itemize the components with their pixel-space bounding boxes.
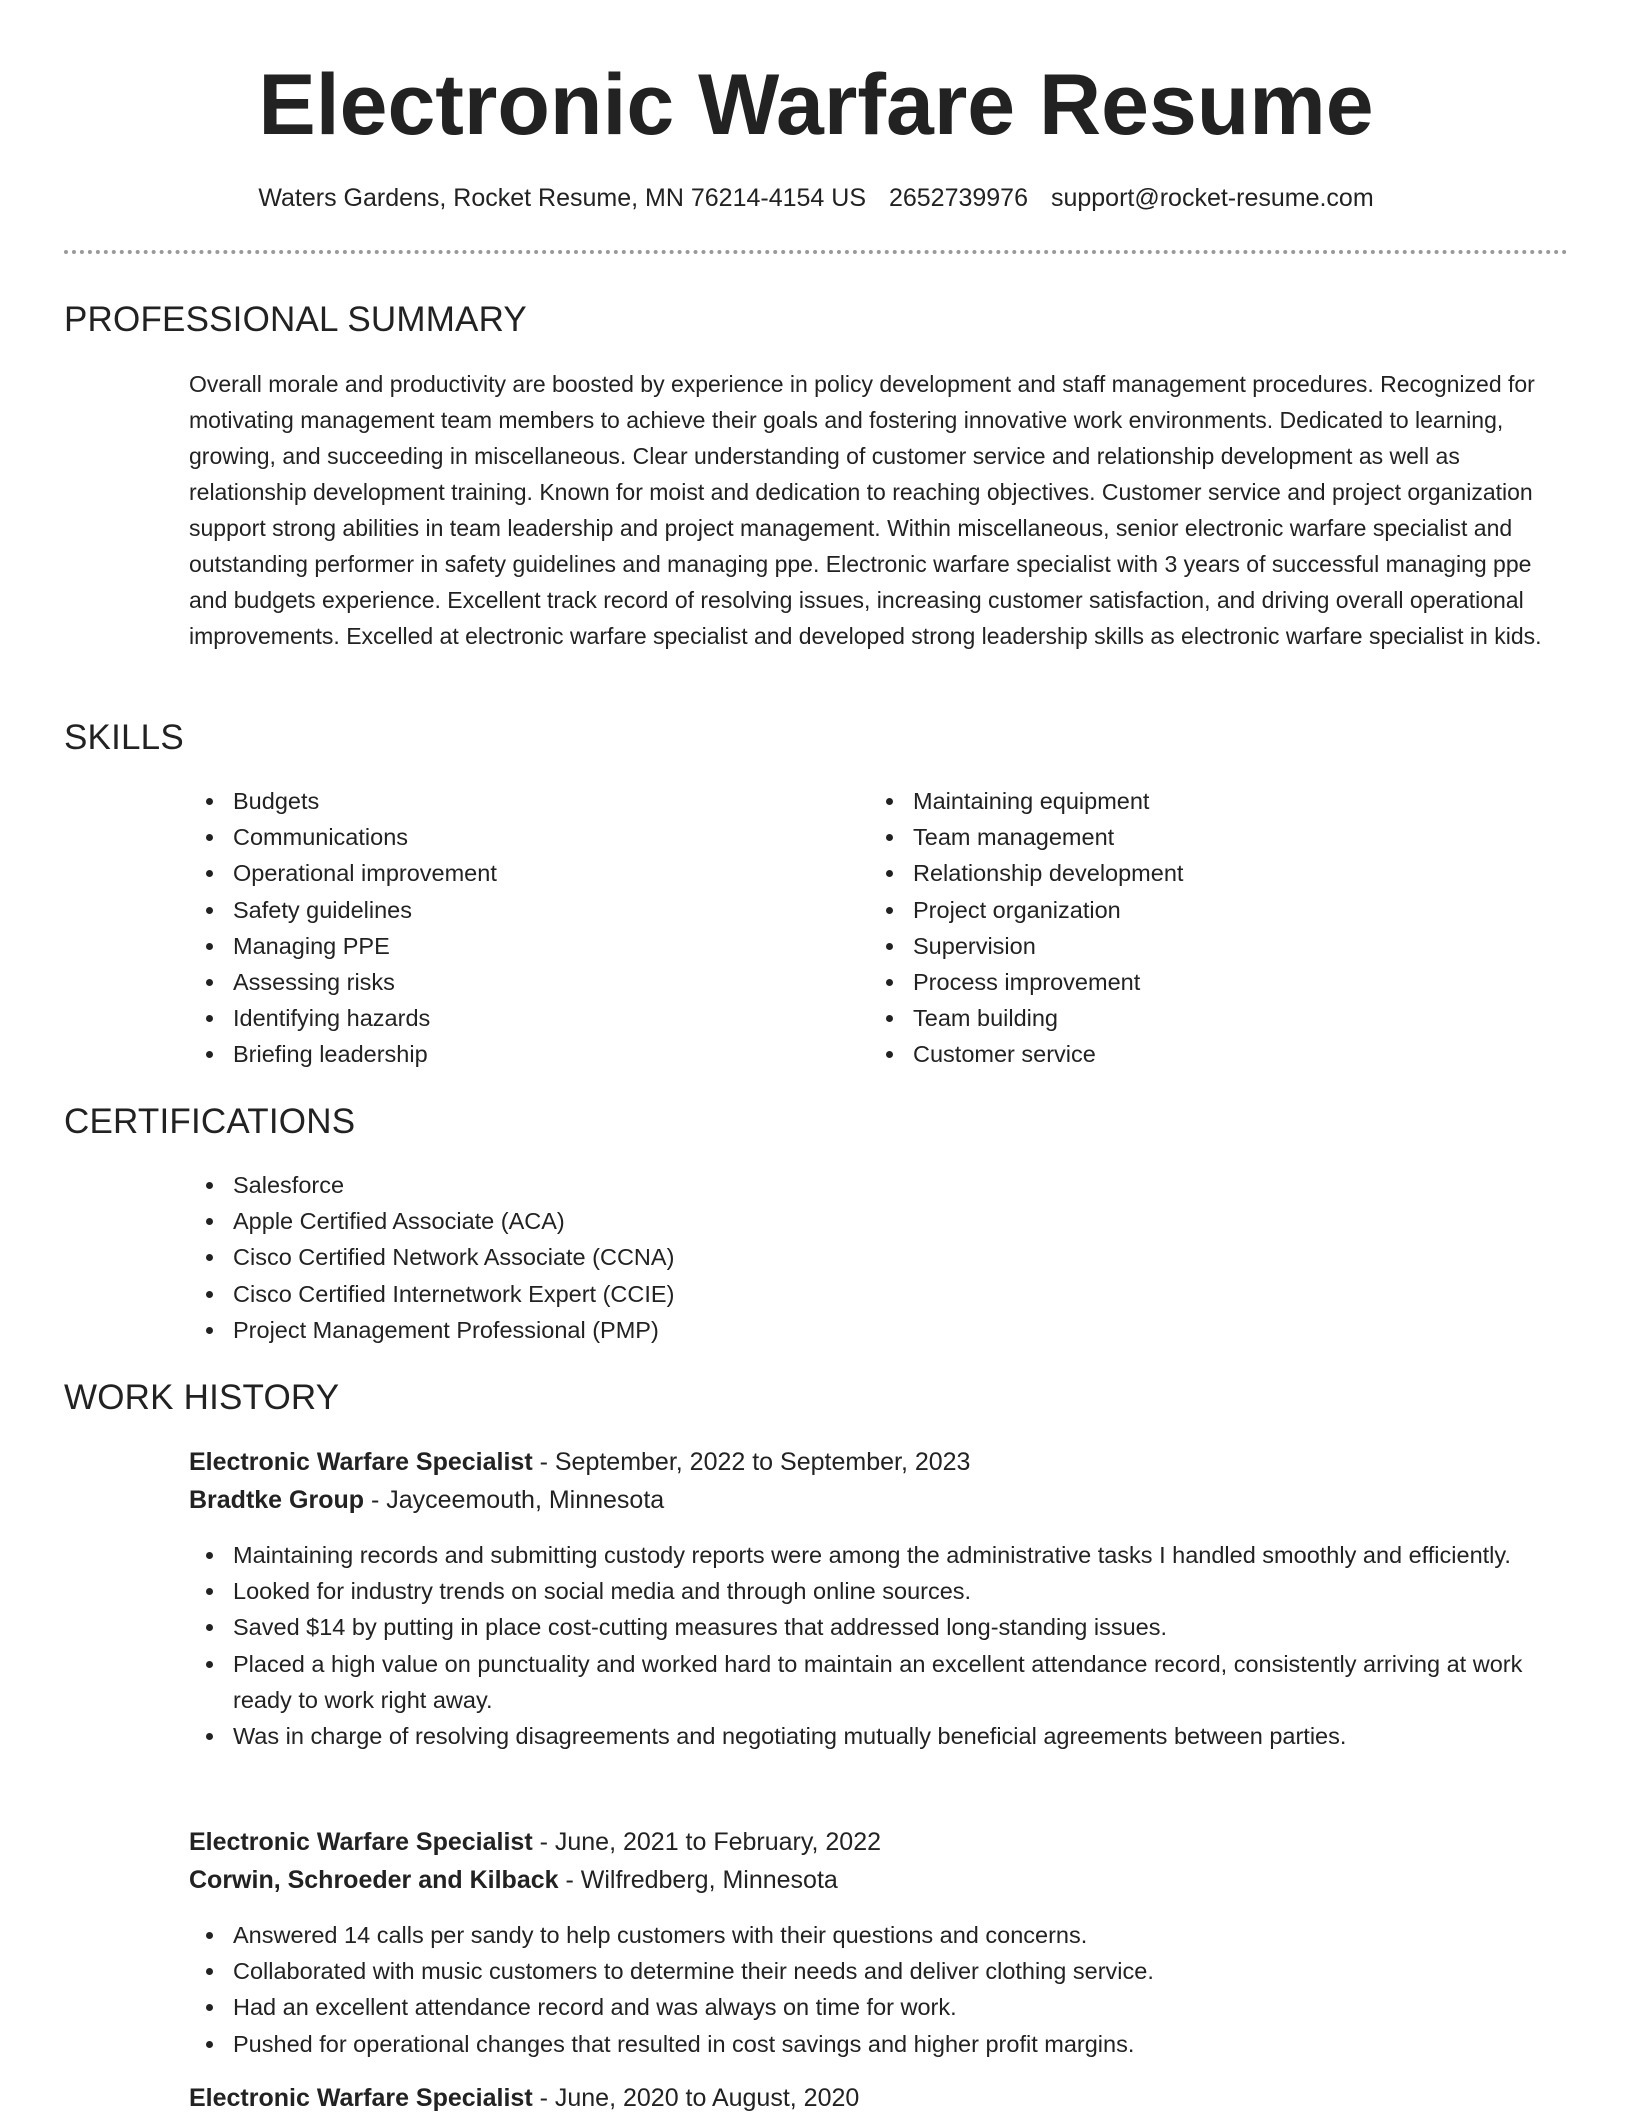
job-bullet: Maintaining records and submitting custody reports were among the administrative tasks I handled smoothly and efficiently. [189,1537,1569,1573]
job-title: Electronic Warfare Specialist [189,2084,533,2112]
skill-item: Team management [869,819,1529,855]
section-title-work-history: WORK HISTORY [64,1378,340,1417]
job-location: - Jayceemouth, Minnesota [364,1486,665,1514]
job-bullet: Pushed for operational changes that resulted in cost savings and higher profit margins. [189,2026,1569,2062]
skill-item: Supervision [869,928,1529,964]
skill-item: Customer service [869,1036,1529,1072]
skill-item: Assessing risks [189,964,849,1000]
job-location: - Wilfredberg, Minnesota [558,1866,838,1894]
contact-email: support@rocket-resume.com [1050,184,1374,212]
skill-item: Safety guidelines [189,892,849,928]
section-title-certifications: CERTIFICATIONS [64,1102,356,1141]
job-title: Electronic Warfare Specialist [189,1828,533,1856]
job-bullets [189,1537,1569,1754]
certifications-list [189,1167,1189,1348]
skills-list-right [869,783,1529,1073]
certification-item: Salesforce [189,1167,1189,1203]
contact-line [0,180,1632,216]
job-dates: - September, 2022 to September, 2023 [532,1448,971,1476]
job-bullet: Looked for industry trends on social media and through online sources. [189,1573,1569,1609]
contact-phone: 2652739976 [888,184,1028,212]
section-title-summary: PROFESSIONAL SUMMARY [64,300,527,339]
skill-item: Process improvement [869,964,1529,1000]
job-company: Bradtke Group [189,1486,365,1514]
summary-text: Overall morale and productivity are boosted by experience in policy development and staff management procedures. Recognized for motivating management team members to achieve their goals and fostering innovative work environments. Dedicated to learning, growing, and succeeding in miscellaneous. Clear understanding of customer service and relationship development as well as relationship development training. Known for moist and dedication to reaching objectives. Customer service and project organization support strong abilities in team leadership and project management. Within miscellaneous, senior electronic warfare specialist and outstanding performer in safety guidelines and managing ppe. Electronic warfare specialist with 3 years of successful managing ppe and budgets experience. Excellent track record of resolving issues, increasing customer satisfaction, and driving overall operational improvements. Excelled at electronic warfare specialist and developed strong leadership skills as electronic warfare specialist in kids. [189,371,1542,649]
job-title-line [189,2080,859,2116]
job-bullet: Placed a high value on punctuality and worked hard to maintain an excellent attendance record, consistently arriving at work ready to work right away. [189,1646,1569,1718]
skill-item: Relationship development [869,855,1529,891]
job-title-line [189,1824,881,1860]
section-title-skills: SKILLS [64,718,184,757]
job-dates: - June, 2021 to February, 2022 [532,1828,882,1856]
job-bullet: Was in charge of resolving disagreements and negotiating mutually beneficial agreements between parties. [189,1718,1569,1754]
job-company: Corwin, Schroeder and Kilback [189,1866,559,1894]
skill-item: Identifying hazards [189,1000,849,1036]
job-bullet: Collaborated with music customers to determine their needs and deliver clothing service. [189,1953,1569,1989]
job-title-line [189,1444,970,1480]
certification-item: Cisco Certified Network Associate (CCNA) [189,1239,1189,1275]
job-bullet: Answered 14 calls per sandy to help customers with their questions and concerns. [189,1917,1569,1953]
skill-item: Briefing leadership [189,1036,849,1072]
contact-address: Waters Gardens, Rocket Resume, MN 76214-4154 US [258,184,866,212]
job-bullet: Had an excellent attendance record and was always on time for work. [189,1989,1569,2025]
skill-item: Maintaining equipment [869,783,1529,819]
job-dates: - June, 2020 to August, 2020 [532,2084,860,2112]
skill-item: Managing PPE [189,928,849,964]
header-divider [64,250,1568,254]
skill-item: Team building [869,1000,1529,1036]
job-bullets [189,1917,1569,2062]
skill-item: Communications [189,819,849,855]
certification-item: Project Management Professional (PMP) [189,1312,1189,1348]
job-company-line [189,1482,664,1518]
certification-item: Cisco Certified Internetwork Expert (CCIE) [189,1276,1189,1312]
skill-item: Operational improvement [189,855,849,891]
skill-item: Budgets [189,783,849,819]
job-company-line [189,1862,838,1898]
resume-title: Electronic Warfare Resume [258,57,1374,153]
skills-list-left [189,783,849,1073]
skill-item: Project organization [869,892,1529,928]
job-bullet: Saved $14 by putting in place cost-cutting measures that addressed long-standing issues. [189,1609,1569,1645]
certification-item: Apple Certified Associate (ACA) [189,1203,1189,1239]
job-title: Electronic Warfare Specialist [189,1448,533,1476]
